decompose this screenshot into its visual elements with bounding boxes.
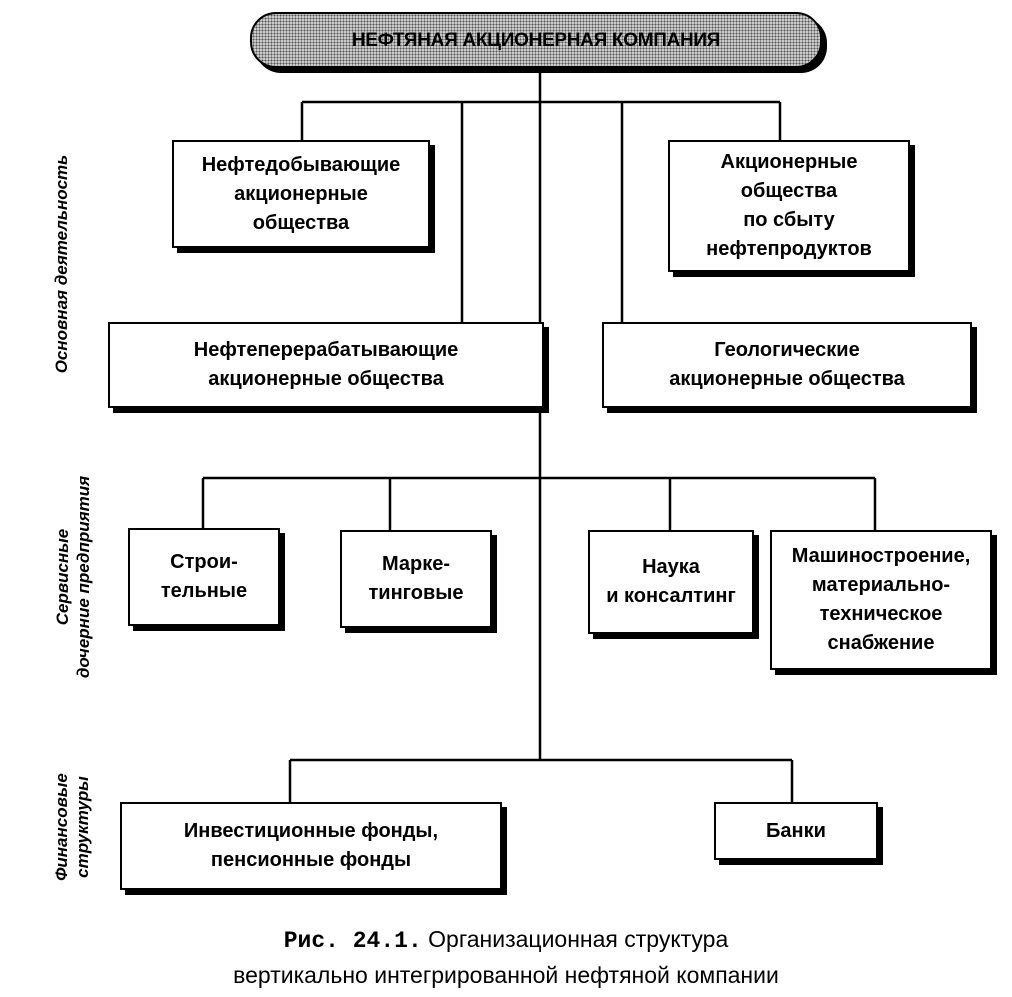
- caption-title-2: вертикально интегрированной нефтяной компании: [233, 962, 779, 988]
- caption-line-1: [0, 922, 1012, 958]
- caption-title-1: Организационная структура: [428, 926, 729, 952]
- node-construction-label: Строи- тельные: [160, 551, 248, 602]
- node-machinery-label: Машиностроение, материально- техническое снабжение: [791, 545, 971, 654]
- node-refining-label: Нефтеперерабатывающие акционерные общества: [193, 339, 459, 390]
- node-banks-label: Банки: [766, 819, 826, 842]
- node-oil-production-label: Нефтедобывающие акционерные общества: [201, 153, 401, 234]
- node-funds-label: Инвестиционные фонды, пенсионные фонды: [183, 820, 439, 871]
- caption-number: Рис. 24.1.: [283, 928, 422, 954]
- section-label-main: [30, 134, 71, 394]
- node-funds: [120, 802, 502, 890]
- figure-caption: [0, 922, 1012, 992]
- section-label-service-text: Сервисные дочерние предприятия: [53, 475, 93, 679]
- section-label-finance: [30, 752, 92, 902]
- node-machinery: [770, 530, 992, 670]
- node-sales-label: Акционерные общества по сбыту нефтепродуктов: [706, 151, 872, 260]
- root-oil-company: [250, 12, 822, 68]
- node-oil-production: [172, 140, 430, 248]
- node-science: [588, 530, 754, 634]
- section-label-finance-text: Финансовые структуры: [52, 773, 92, 881]
- node-sales: [668, 140, 910, 272]
- node-construction: [128, 528, 280, 626]
- node-marketing-label: Марке- тинговые: [368, 553, 464, 604]
- section-label-main-text: Основная деятельность: [52, 154, 71, 374]
- node-refining: [108, 322, 544, 408]
- node-marketing: [340, 530, 492, 628]
- root-label: НЕФТЯНАЯ АКЦИОНЕРНАЯ КОМПАНИЯ: [351, 29, 721, 51]
- node-geology: [602, 322, 972, 408]
- node-geology-label: Геологические акционерные общества: [669, 339, 905, 390]
- node-banks: [714, 802, 878, 860]
- node-science-label: Наука и консалтинг: [606, 556, 736, 607]
- section-label-service: [31, 447, 93, 707]
